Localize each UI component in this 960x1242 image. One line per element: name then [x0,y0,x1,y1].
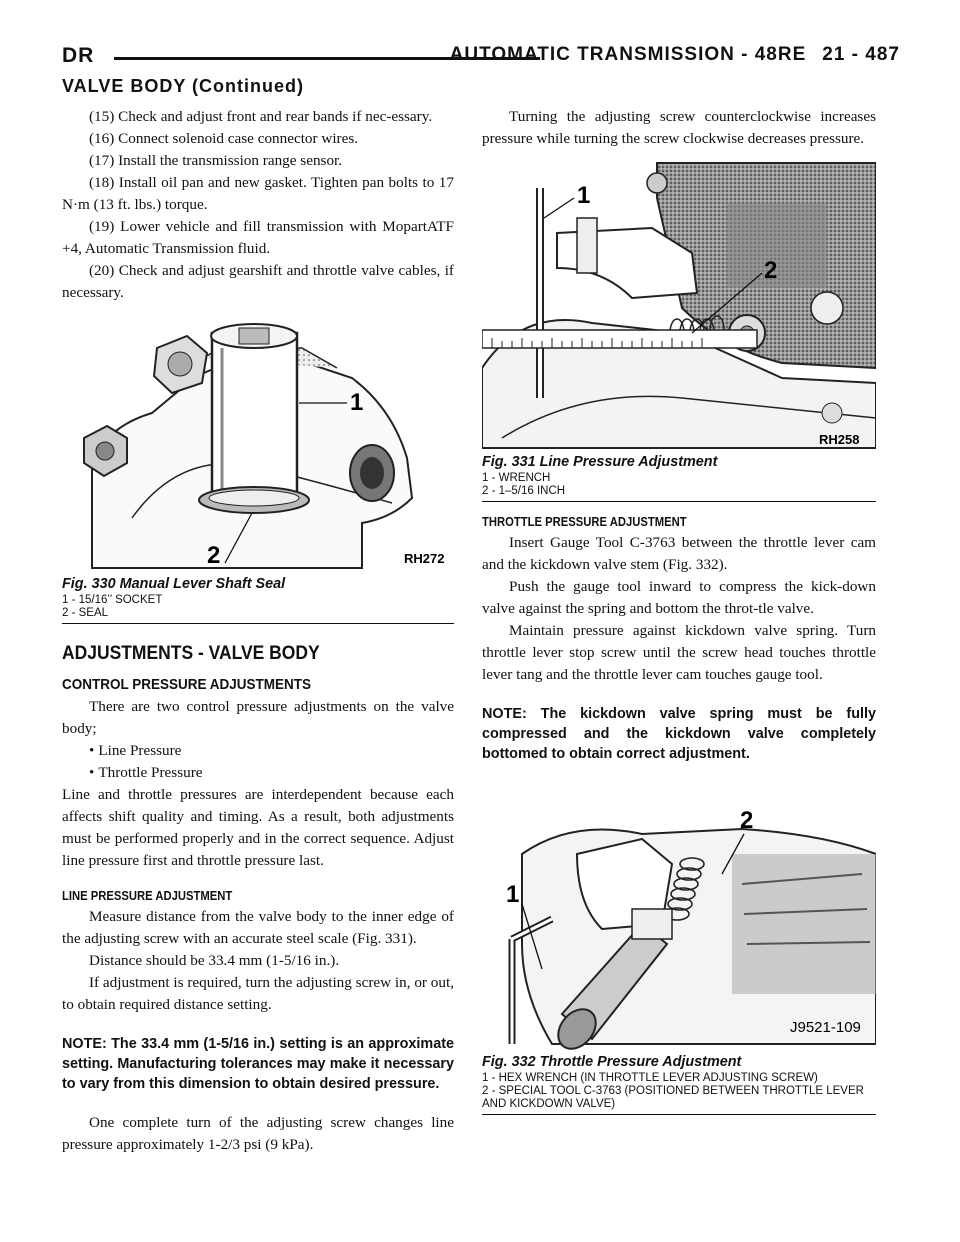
fig332-callout-2: 2 [740,807,754,834]
fig332-legend-2: 2 - SPECIAL TOOL C-3763 (POSITIONED BETWEEN THROTTLE LEVER AND KICKDOWN VALVE) [482,1085,864,1110]
control-list-item: • Throttle Pressure [89,762,454,784]
header-page-number: 21 - 487 [822,44,900,65]
figure-331 [482,158,876,502]
header-section-title: AUTOMATIC TRANSMISSION - 48RE [449,44,807,65]
header-model: DR [62,44,95,67]
section-continued-title: VALVE BODY (Continued) [62,76,304,96]
throttle-pressure-heading: THROTTLE PRESSURE ADJUSTMENT [482,515,687,529]
step-20: (20) Check and adjust gearshift and throttle valve cables, if necessary. [62,262,454,301]
fig332-callout-1: 1 [506,881,520,908]
fig331-rule [482,501,876,502]
line-note: NOTE: The 33.4 mm (1-5/16 in.) setting is an approximate setting. Manufacturing tolerances may make it necessary to vary from this dimension to obtain desired pressure. [62,1036,454,1092]
right-column [482,106,876,1115]
throttle-note: NOTE: The kickdown valve spring must be fully compressed and the kickdown valve completely bottomed to obtain correct adjustment. [482,706,876,762]
step-17: (17) Install the transmission range sensor. [89,152,343,169]
turn-paragraph: One complete turn of the adjusting screw changes line pressure approximately 1-2/3 psi (9 kPa). [62,1114,454,1153]
fig330-callout-1: 1 [350,389,364,416]
page-header [62,44,900,74]
throttle-pressure-adjustment-illustration [482,794,876,1052]
fig332-legend-1: 1 - HEX WRENCH (IN THROTTLE LEVER ADJUSTING SCREW) [482,1072,818,1084]
control-intro: There are two control pressure adjustments on the valve body; [62,698,454,737]
adjustments-heading: ADJUSTMENTS - VALVE BODY [62,643,320,664]
fig331-callout-2: 2 [764,257,778,284]
line-paragraph-1: Measure distance from the valve body to the inner edge of the adjusting screw with an accurate steel scale (Fig. 331). [62,908,454,947]
fig331-code: RH258 [819,432,860,447]
fig330-caption: Fig. 330 Manual Lever Shaft Seal [62,576,286,592]
figure-330 [62,318,454,624]
fig330-code: RH272 [404,551,445,566]
throttle-paragraph-3: Maintain pressure against kickdown valve spring. Turn throttle lever stop screw until the screw head touches throttle lever tang and the throttle lever cam touches gauge tool. [482,622,876,683]
fig330-legend-1: 1 - 15/16’’ SOCKET [62,594,163,606]
fig331-caption: Fig. 331 Line Pressure Adjustment [482,454,718,470]
step-15: (15) Check and adjust front and rear bands if nec-essary. [89,108,433,125]
line-pressure-adjustment-illustration [482,158,876,452]
throttle-paragraph-1: Insert Gauge Tool C-3763 between the throttle lever cam and the kickdown valve stem (Fig. 332). [482,534,876,573]
fig331-legend-1: 1 - WRENCH [482,472,551,484]
control-list [62,740,454,784]
fig330-legend-2: 2 - SEAL [62,607,109,619]
step-18: (18) Install oil pan and new gasket. Tighten pan bolts to 17 N·m (13 ft. lbs.) torque. [62,174,454,213]
fig332-caption: Fig. 332 Throttle Pressure Adjustment [482,1054,742,1070]
fig332-rule [482,1114,876,1115]
fig330-rule [62,623,454,624]
figure-332 [482,794,876,1115]
fig331-callout-1: 1 [577,182,591,209]
header-title [450,44,900,66]
step-19: (19) Lower vehicle and fill transmission with MopartATF +4, Automatic Transmission fluid. [62,218,454,257]
throttle-paragraph-2: Push the gauge tool inward to compress the kick-down valve against the spring and bottom the throt-tle valve. [482,578,876,617]
turn-paragraph-2: Turning the adjusting screw counterclockwise increases pressure while turning the screw clockwise decreases pressure. [482,108,876,147]
control-pressure-heading: CONTROL PRESSURE ADJUSTMENTS [62,676,312,693]
line-paragraph-3: If adjustment is required, turn the adjusting screw in, or out, to obtain required distance setting. [62,974,454,1013]
fig330-callout-2: 2 [207,542,221,569]
line-paragraph-2: Distance should be 33.4 mm (1-5/16 in.). [89,952,340,969]
control-list-item: • Line Pressure [89,740,454,762]
fig332-code: J9521-109 [790,1019,861,1036]
line-pressure-heading: LINE PRESSURE ADJUSTMENT [62,889,233,903]
control-paragraph: Line and throttle pressures are interdependent because each affects shift quality and timing. As a result, both adjustments must be performed properly and in the correct sequence. Adjust line pressure first and throttle pressure last. [62,786,454,869]
fig331-legend-2: 2 - 1–5/16 INCH [482,485,566,497]
step-16: (16) Connect solenoid case connector wires. [89,130,359,147]
manual-lever-shaft-seal-illustration [62,318,454,574]
left-column [62,106,454,1156]
